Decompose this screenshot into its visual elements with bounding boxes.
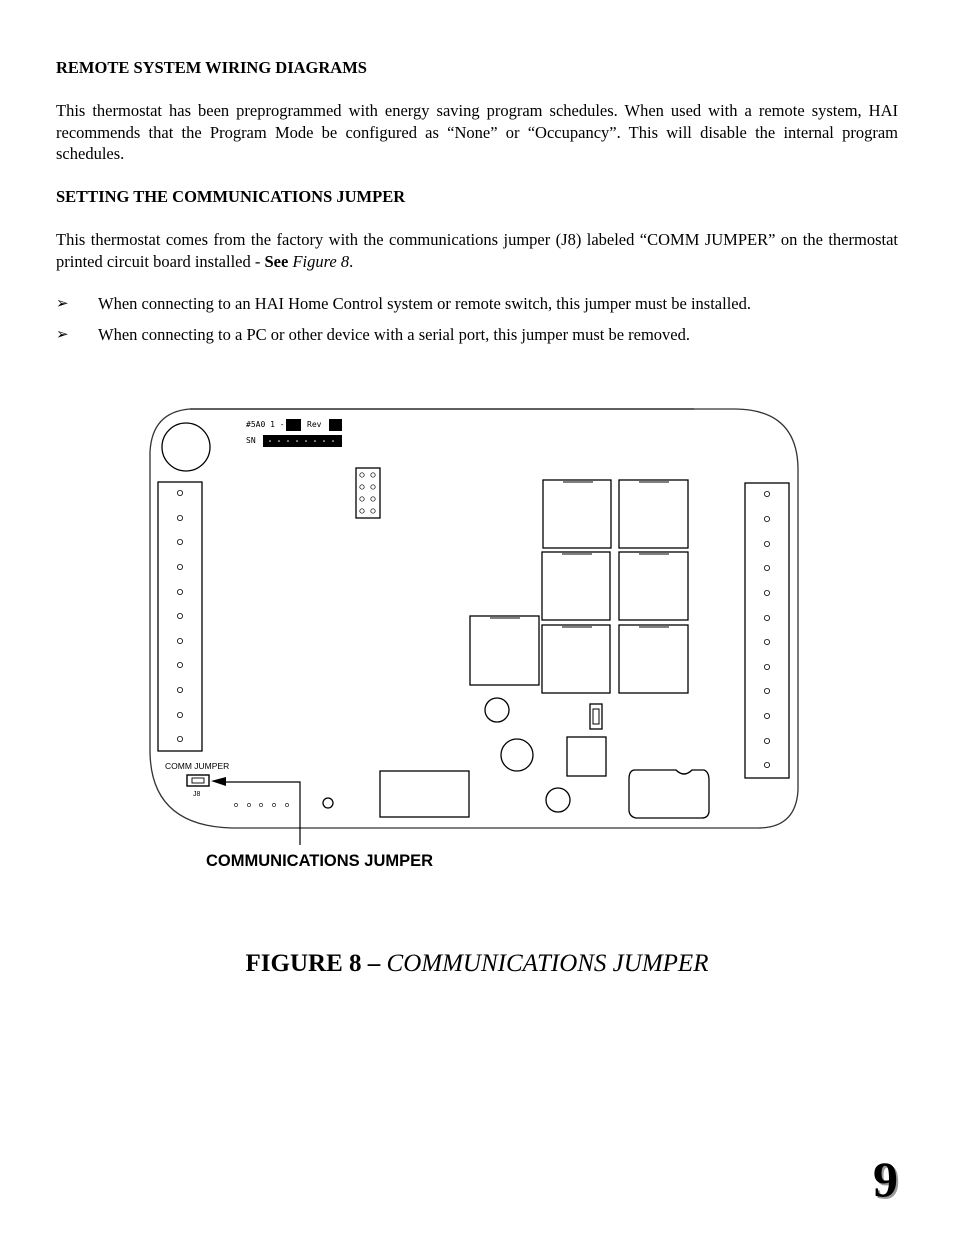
relay bbox=[543, 480, 611, 548]
terminal-screw bbox=[177, 638, 182, 643]
callout-label: COMMUNICATIONS JUMPER bbox=[206, 852, 434, 870]
terminal-screw bbox=[177, 613, 182, 618]
terminal-screw bbox=[764, 615, 769, 620]
terminal-screw bbox=[177, 736, 182, 741]
terminal-screw bbox=[764, 516, 769, 521]
terminal-screw bbox=[764, 688, 769, 693]
relay bbox=[470, 616, 539, 685]
see-word: See bbox=[264, 251, 289, 271]
part-number-label: #5A0 1 - bbox=[246, 420, 285, 429]
paragraph-text: This thermostat comes from the factory with the communications jumper (J8) labeled “COMM JUMPER” on the thermostat printed circuit board installed - bbox=[56, 230, 898, 271]
capacitor bbox=[485, 698, 509, 722]
section-heading-remote-wiring: REMOTE SYSTEM WIRING DIAGRAMS bbox=[56, 58, 367, 77]
section-heading-comm-jumper: SETTING THE COMMUNICATIONS JUMPER bbox=[56, 187, 406, 206]
arrow-bullet-icon: ➢ bbox=[56, 294, 69, 312]
callout-leader-line bbox=[222, 782, 300, 845]
comm-jumper-label: COMM JUMPER bbox=[165, 761, 230, 771]
arrow-bullet-icon: ➢ bbox=[56, 325, 69, 343]
relay bbox=[619, 480, 688, 548]
terminal-screw bbox=[764, 541, 769, 546]
terminal-screw bbox=[764, 713, 769, 718]
terminal-screw bbox=[177, 564, 182, 569]
caption-title: COMMUNICATIONS JUMPER bbox=[386, 950, 709, 977]
paragraph-end: . bbox=[349, 251, 354, 271]
j8-label: J8 bbox=[193, 791, 201, 798]
board-outline bbox=[150, 409, 798, 828]
left-terminal-strip bbox=[158, 482, 202, 751]
sn-label: SN bbox=[246, 436, 256, 445]
terminal-screw bbox=[764, 639, 769, 644]
terminal-screw bbox=[177, 490, 182, 495]
bullet-text: When connecting to an HAI Home Control system or remote switch, this jumper must be installed. bbox=[98, 294, 751, 313]
terminal-screw bbox=[177, 662, 182, 667]
relay bbox=[619, 625, 688, 693]
figure-reference: Figure 8 bbox=[292, 251, 350, 271]
transformer-block bbox=[380, 771, 469, 817]
bullet-text: When connecting to a PC or other device with a serial port, this jumper must be removed. bbox=[98, 325, 691, 344]
terminal-screw bbox=[764, 491, 769, 496]
left-terminal-screws bbox=[177, 490, 182, 741]
terminal-screw bbox=[177, 515, 182, 520]
terminal-screw bbox=[764, 664, 769, 669]
right-terminal-screws bbox=[764, 491, 769, 767]
terminal-screw bbox=[177, 687, 182, 692]
terminal-screw bbox=[764, 590, 769, 595]
terminal-screw bbox=[177, 589, 182, 594]
page-number: 9 bbox=[873, 1151, 898, 1207]
caption-prefix: FIGURE 8 – bbox=[245, 950, 387, 977]
pad-row bbox=[234, 803, 288, 806]
terminal-screw bbox=[764, 565, 769, 570]
small-hole bbox=[323, 798, 333, 808]
relay bbox=[619, 552, 688, 620]
figure-caption bbox=[0, 950, 954, 978]
terminal-screw bbox=[764, 738, 769, 743]
rev-block bbox=[329, 419, 342, 431]
connector bbox=[629, 770, 709, 818]
capacitor bbox=[546, 788, 570, 812]
part-number-block bbox=[286, 419, 301, 431]
serial-number-block bbox=[263, 435, 342, 447]
terminal-screw bbox=[177, 539, 182, 544]
switch bbox=[590, 704, 602, 729]
relay bbox=[542, 625, 610, 693]
mounting-hole-top-left bbox=[162, 423, 210, 471]
terminal-screw bbox=[177, 712, 182, 717]
terminal-screw bbox=[764, 762, 769, 767]
callout-arrowhead-icon bbox=[211, 777, 226, 786]
rev-label: Rev bbox=[307, 420, 322, 429]
relay bbox=[542, 552, 610, 620]
comm-jumper-j8 bbox=[187, 775, 209, 786]
pin-header-pins bbox=[360, 473, 375, 513]
chip bbox=[567, 737, 606, 776]
remote-wiring-paragraph: This thermostat has been preprogrammed with energy saving program schedules. When used with a remote system, HAI recommends that the Program Mode be configured as “None” or “Occupancy”. This will disable the internal program schedules. bbox=[56, 101, 898, 163]
capacitor bbox=[501, 739, 533, 771]
right-terminal-strip bbox=[745, 483, 789, 778]
